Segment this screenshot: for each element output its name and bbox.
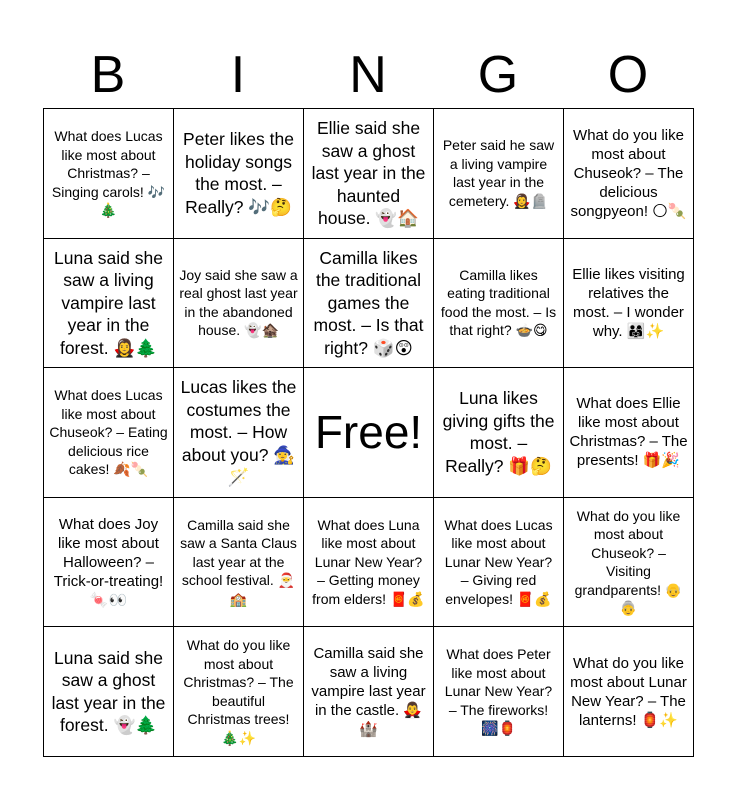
cell-text: Peter said he saw a living vampire last year in the cemetery. 🧛‍♀️🪦 <box>442 137 555 209</box>
cell-text: What does Lucas like most about Chuseok? – Eating delicious rice cakes! 🍂🍡 <box>49 387 168 478</box>
bingo-cell[interactable] <box>174 239 304 369</box>
bingo-cell[interactable] <box>564 627 694 757</box>
bingo-cell[interactable] <box>44 109 174 239</box>
bingo-cell[interactable] <box>304 627 434 757</box>
bingo-cell[interactable] <box>434 368 564 498</box>
cell-text: Camilla likes eating traditional food the most. – Is that right? 🍲😋 <box>440 266 557 339</box>
cell-text: What do you like most about Chuseok? – The delicious songpyeon! 🌕🍡 <box>570 126 687 220</box>
bingo-header <box>43 42 693 108</box>
cell-text: What does Ellie like most about Christmas? – The presents! 🎁🎉 <box>569 395 688 470</box>
cell-text: Luna likes giving gifts the most. – Really? 🎁🤔 <box>442 388 555 476</box>
bingo-cell[interactable] <box>434 109 564 239</box>
cell-text: Camilla said she saw a living vampire last year in the castle. 🧛‍♂️🏰 <box>311 645 426 739</box>
header-letter-g: G <box>477 46 519 104</box>
bingo-cell[interactable] <box>44 239 174 369</box>
bingo-cell[interactable] <box>304 498 434 628</box>
bingo-cell[interactable] <box>564 239 694 369</box>
cell-text: What does Joy like most about Halloween? – Trick-or-treating! 🍬👀 <box>53 515 164 609</box>
cell-text: What do you like most about Lunar New Year? – The lanterns! 🏮✨ <box>570 654 687 729</box>
cell-text: Camilla said she saw a Santa Claus last year at the school festival. 🎅🏫 <box>180 516 297 607</box>
cell-text: Peter likes the holiday songs the most. – Really? 🎶🤔 <box>183 129 294 217</box>
header-letter-o: O <box>607 46 649 104</box>
cell-text: Luna said she saw a ghost last year in the forest. 👻🌲 <box>51 647 166 736</box>
cell-text: Lucas likes the costumes the most. – How about you? 🧙‍♀️🪄 <box>180 377 297 488</box>
bingo-cell[interactable] <box>174 368 304 498</box>
bingo-cell[interactable] <box>304 239 434 369</box>
bingo-cell[interactable] <box>434 498 564 628</box>
cell-text: What does Peter like most about Lunar New Year? – The fireworks! 🎆🏮 <box>444 646 553 737</box>
cell-text: What does Lucas like most about Lunar New Year? – Giving red envelopes! 🧧💰 <box>444 516 553 607</box>
cell-text: Ellie likes visiting relatives the most. – I wonder why. 👨‍👩‍👧✨ <box>572 265 685 340</box>
bingo-grid <box>43 108 694 757</box>
cell-text: What does Lucas like most about Christmas? – Singing carols! 🎶🎄 <box>51 128 166 219</box>
header-letter-b: B <box>90 46 126 104</box>
bingo-cell[interactable] <box>174 109 304 239</box>
bingo-cell[interactable] <box>304 109 434 239</box>
header-letter-i: I <box>230 46 246 104</box>
bingo-cell[interactable] <box>174 498 304 628</box>
cell-text: Luna said she saw a living vampire last year in the forest. 🧛‍♀️🌲 <box>54 247 163 358</box>
bingo-cell[interactable] <box>174 627 304 757</box>
cell-text: What do you like most about Christmas? – The beautiful Christmas trees! 🎄✨ <box>183 637 294 746</box>
bingo-cell[interactable] <box>44 627 174 757</box>
bingo-cell[interactable] <box>564 498 694 628</box>
cell-text: Ellie said she saw a ghost last year in the haunted house. 👻🏠 <box>311 118 426 229</box>
header-letter-n: N <box>349 46 387 104</box>
cell-text: Camilla likes the traditional games the most. – Is that right? 🎲😲 <box>313 247 424 358</box>
bingo-cell[interactable] <box>434 627 564 757</box>
bingo-cell[interactable] <box>44 498 174 628</box>
bingo-cell[interactable] <box>44 368 174 498</box>
free-space[interactable] <box>304 368 434 498</box>
bingo-cell[interactable] <box>434 239 564 369</box>
bingo-cell[interactable] <box>564 109 694 239</box>
cell-text: What do you like most about Chuseok? – Visiting grandparents! 👴👵 <box>574 507 683 617</box>
bingo-cell[interactable] <box>564 368 694 498</box>
cell-text: Joy said she saw a real ghost last year in the abandoned house. 👻🏚️ <box>179 266 298 339</box>
free-space-label: Free! <box>314 406 423 459</box>
cell-text: What does Luna like most about Lunar New Year? – Getting money from elders! 🧧💰 <box>312 516 425 607</box>
